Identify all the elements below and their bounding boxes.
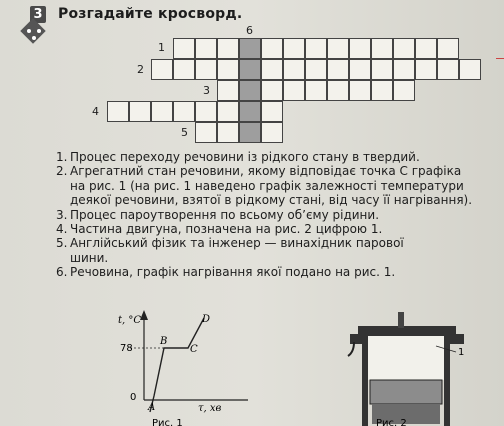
crossword-cell[interactable] bbox=[261, 80, 283, 101]
intake-port bbox=[350, 334, 364, 344]
crossword-cell[interactable] bbox=[283, 38, 305, 59]
clue-line: 6. Речовина, графік нагрівання якої подано на рис. 1. bbox=[56, 265, 396, 280]
crossword-cell[interactable] bbox=[151, 59, 173, 80]
crossword-cell[interactable] bbox=[393, 38, 415, 59]
cylinder-head bbox=[358, 326, 456, 336]
crossword-cell[interactable] bbox=[261, 101, 283, 122]
clue-line: 1. Процес переходу речовини із рідкого стану в твердий. bbox=[56, 150, 420, 164]
crossword-cell[interactable] bbox=[195, 122, 217, 143]
tick-78: 78 bbox=[120, 343, 133, 354]
clue-number-6: 6 bbox=[246, 24, 253, 37]
crossword-cell[interactable] bbox=[129, 101, 151, 122]
crossword-cell[interactable] bbox=[327, 80, 349, 101]
crossword-cell[interactable] bbox=[195, 101, 217, 122]
clue-line: 3. Процес пароутворення по всьому об’єму рідини. bbox=[56, 207, 380, 222]
clue-number-1: 1 bbox=[158, 41, 165, 54]
point-b: B bbox=[160, 336, 168, 347]
crossword-cell-key[interactable] bbox=[239, 38, 261, 59]
combustion-chamber bbox=[368, 336, 444, 380]
figure-1-caption: Рис. 1 bbox=[152, 418, 183, 426]
crossword-cell[interactable] bbox=[173, 101, 195, 122]
y-axis-label: t, °C bbox=[118, 315, 142, 326]
task-number-badge: 3 bbox=[30, 6, 46, 23]
clue-number-5: 5 bbox=[181, 126, 188, 139]
crossword-cell[interactable] bbox=[371, 38, 393, 59]
crossword-cell[interactable] bbox=[327, 59, 349, 80]
cylinder-wall-left bbox=[362, 336, 368, 426]
piston bbox=[370, 380, 442, 404]
crossword-cell[interactable] bbox=[195, 59, 217, 80]
crossword-cell[interactable] bbox=[261, 59, 283, 80]
crossword-cell[interactable] bbox=[327, 38, 349, 59]
task-title: Розгадайте кросворд. bbox=[58, 6, 243, 22]
point-a: A bbox=[148, 402, 156, 413]
crossword-cell[interactable] bbox=[305, 59, 327, 80]
crossword-cell[interactable] bbox=[437, 38, 459, 59]
crossword-cell[interactable] bbox=[261, 38, 283, 59]
clue-line: 2. Агрегатний стан речовини, якому відповідає точка C графіка bbox=[56, 164, 462, 179]
label-1: 1 bbox=[458, 347, 465, 358]
clue-line: деякої речовини, взятої в рідкому стані, від часу її нагрівання). bbox=[70, 193, 473, 208]
crossword-cell[interactable] bbox=[217, 80, 239, 101]
crossword-cell[interactable] bbox=[415, 38, 437, 59]
clue-line: 4. Частина двигуна, позначена на рис. 2 цифрою 1. bbox=[56, 222, 383, 237]
crossword-cell[interactable] bbox=[349, 38, 371, 59]
crossword-cell[interactable] bbox=[173, 59, 195, 80]
y-axis-arrow bbox=[140, 310, 148, 320]
figure-2-caption: Рис. 2 bbox=[376, 418, 407, 426]
crossword-cell[interactable] bbox=[151, 101, 173, 122]
crossword-cell[interactable] bbox=[437, 59, 459, 80]
crossword-cell[interactable] bbox=[393, 80, 415, 101]
dice-dot bbox=[27, 29, 31, 33]
crossword-cell[interactable] bbox=[261, 122, 283, 143]
exhaust-port bbox=[450, 334, 464, 344]
engine-diagram bbox=[340, 312, 504, 426]
crossword-cell[interactable] bbox=[305, 38, 327, 59]
crossword-cell[interactable] bbox=[415, 59, 437, 80]
crossword-cell-key[interactable] bbox=[239, 101, 261, 122]
clue-number-2: 2 bbox=[137, 63, 144, 76]
clue-line: шини. bbox=[70, 250, 109, 265]
dice-dot bbox=[32, 36, 36, 40]
crossword-cell[interactable] bbox=[217, 38, 239, 59]
origin-label: 0 bbox=[130, 392, 137, 403]
heating-graph bbox=[108, 308, 258, 426]
crossword-cell[interactable] bbox=[393, 59, 415, 80]
crossword-cell[interactable] bbox=[217, 101, 239, 122]
crossword-cell-key[interactable] bbox=[239, 122, 261, 143]
crossword-cell-key[interactable] bbox=[239, 80, 261, 101]
clue-number-3: 3 bbox=[203, 84, 210, 97]
crossword-cell[interactable] bbox=[107, 101, 129, 122]
crossword-cell-key[interactable] bbox=[239, 59, 261, 80]
crossword-cell[interactable] bbox=[283, 59, 305, 80]
point-d: D bbox=[202, 314, 211, 325]
dice-dot bbox=[37, 29, 41, 33]
crossword-cell[interactable] bbox=[459, 59, 481, 80]
crossword-cell[interactable] bbox=[371, 80, 393, 101]
crossword-cell[interactable] bbox=[217, 122, 239, 143]
crossword-cell[interactable] bbox=[283, 80, 305, 101]
crossword-cell[interactable] bbox=[349, 80, 371, 101]
heating-curve bbox=[150, 318, 204, 412]
crossword-cell[interactable] bbox=[217, 59, 239, 80]
crossword-cell[interactable] bbox=[173, 38, 195, 59]
clue-list bbox=[56, 150, 504, 280]
x-axis-label: τ, хв bbox=[198, 403, 222, 414]
clue-number-4: 4 bbox=[92, 105, 99, 118]
crossword-cell[interactable] bbox=[195, 38, 217, 59]
clue-line: на рис. 1 (на рис. 1 наведено графік залежності температури bbox=[70, 178, 464, 193]
clue-line: 5. Англійський фізик та інженер — винахідник парової bbox=[56, 236, 404, 251]
margin-mark bbox=[496, 58, 504, 59]
crossword-cell[interactable] bbox=[371, 59, 393, 80]
pipe bbox=[348, 342, 354, 356]
crossword-cell[interactable] bbox=[349, 59, 371, 80]
point-c: C bbox=[190, 344, 198, 355]
spark-plug bbox=[398, 312, 404, 328]
crossword-cell[interactable] bbox=[305, 80, 327, 101]
